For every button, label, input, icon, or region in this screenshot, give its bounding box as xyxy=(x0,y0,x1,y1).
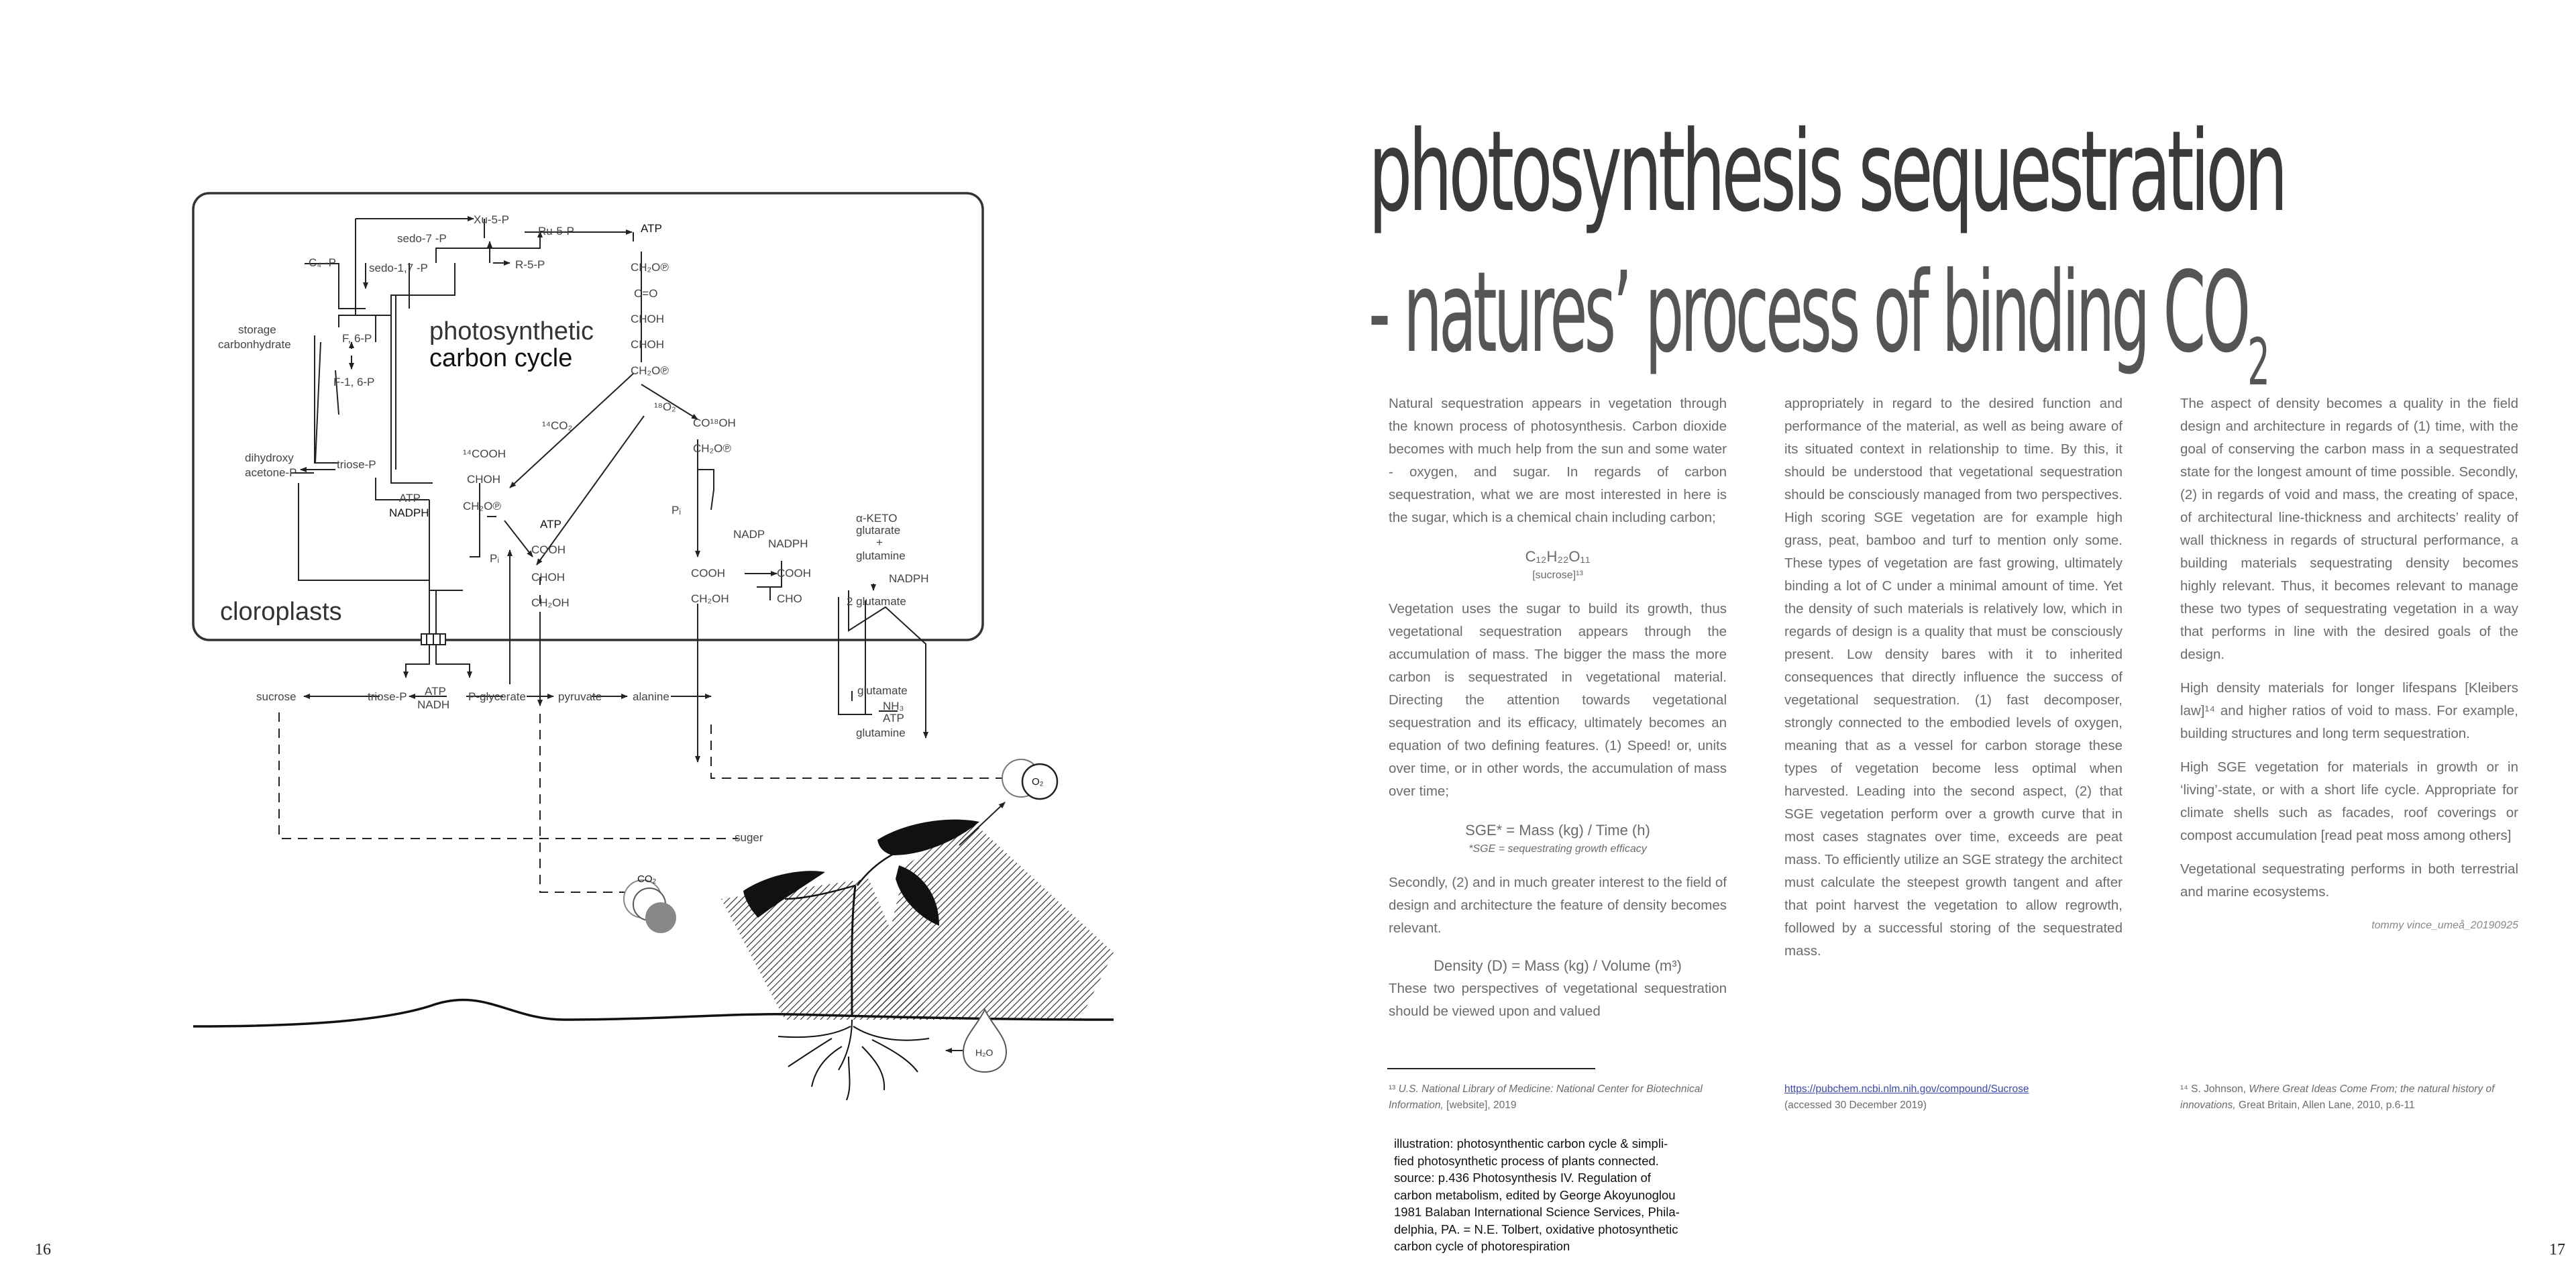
col3-paragraph-2: High density materials for longer lifespans [Kleibers law]¹⁴ and higher ratios of void to mass. For example, building structures and long term sequestration. xyxy=(2180,680,2518,741)
label-r5p: R-5-P xyxy=(515,258,545,271)
caption-line: fied photosynthetic process of plants connected. xyxy=(1394,1153,1659,1168)
formula-sge xyxy=(1389,819,1727,857)
caption-line: delphia, PA. = N.E. Tolbert, oxidative photosynthetic xyxy=(1394,1222,1678,1236)
label-nadph-left: NADPH xyxy=(389,506,429,519)
formula-sucrose-note: [sucrose]¹³ xyxy=(1532,570,1583,581)
footnote-14-rest: Great Britain, Allen Lane, 2010, p.6-11 xyxy=(2239,1099,2415,1111)
text-column-2 xyxy=(1784,392,2123,963)
formula-sge-main: SGE* = Mass (kg) / Time (h) xyxy=(1465,822,1650,839)
label-co18oh: CO¹⁸OH xyxy=(693,417,736,429)
label-nadh-low: NADH xyxy=(417,698,450,711)
label-c4p: C₄ -P xyxy=(309,256,336,269)
label-xu5p: Xu-5-P xyxy=(474,213,509,226)
text-column-3 xyxy=(2180,392,2518,937)
label-nadph-1: NADPH xyxy=(768,537,808,550)
label-alanine: alanine xyxy=(633,690,669,703)
footnote-url-block xyxy=(1784,1081,2133,1114)
label-co2-bubble: CO₂ xyxy=(637,873,657,885)
author-signature: tommy vince_umeå_20190925 xyxy=(2371,920,2518,931)
col3-paragraph-4: Vegetational sequestrating performs in both terrestrial and marine ecosystems. xyxy=(2180,861,2518,900)
box-label-cloroplasts: cloroplasts xyxy=(220,598,342,626)
caption-line: carbon metabolism, edited by George Akoyunoglou xyxy=(1394,1187,1676,1202)
caption-line: illustration: photosynthentic carbon cycle & simpli- xyxy=(1394,1136,1668,1150)
box-title-line1: photosynthetic xyxy=(429,317,594,345)
label-triosep-1: triose-P xyxy=(337,458,376,471)
label-triosep-2: triose-P xyxy=(368,690,407,703)
label-pi-2: Pᵢ xyxy=(672,504,682,517)
label-ch2op-4: CH₂O℗ xyxy=(693,442,731,455)
label-storage-1: storage xyxy=(238,323,276,336)
formula-density xyxy=(1389,955,1727,977)
label-pglycerate: P-glycerate xyxy=(468,690,526,703)
co2-bubble xyxy=(624,873,676,933)
label-choh-3: CHOH xyxy=(467,473,501,486)
label-sedo7p: sedo-7 -P xyxy=(397,232,447,245)
footnote-14-title: Where Great Ideas Come From; the natural history of innovations, xyxy=(2180,1083,2495,1111)
page-number-right: 17 xyxy=(2549,1241,2565,1258)
col3-paragraph-3: High SGE vegetation for materials in growth or in ‘living’-state, or with a short life cycle. Appropriate for climate shells such as facades, roof coverings or compost accumulation [read peat moss among others] xyxy=(2180,759,2518,843)
label-choh-2: CHOH xyxy=(631,338,665,351)
label-cooh-3: COOH xyxy=(691,567,725,580)
footnote-13-title: U.S. National Library of Medicine: National Center for Biotechnical Information, xyxy=(1389,1083,1703,1111)
label-dihydroxy-2: acetone-P xyxy=(245,466,297,479)
label-ch2oh-2: CH₂OH xyxy=(691,592,729,605)
formula-sge-note: *SGE = sequestrating growth efficacy xyxy=(1468,843,1647,855)
footnote-13-rest: [website], 2019 xyxy=(1446,1099,1517,1111)
label-atp-top: ATP xyxy=(641,222,662,235)
label-cooh-4: COOH xyxy=(777,567,811,580)
label-co2-14: ¹⁴CO₂ xyxy=(542,419,573,432)
col2-paragraph-1: appropriately in regard to the desired function and performance of the material, as well as being aware of its situated context in relationship to time. By this, it should be understood that vegetational sequestration should be consciously managed from two perspectives. High scoring SGE vegetation are for example high grass, peat, bamboo and turf to mention only some. These types of vegetation are fast growing, ultimately binding a lot of C under a minimal amount of time. Yet the density of such materials is relatively low, which in regards of design is a quality that must be consciously present. Low density bares with it to inherited consequences that directly influence the success of vegetational sequestration. (1) fast decomposer, strongly connected to the embodied levels of oxygen, meaning that as a vessel for carbon storage these types of vegetation become less optimal when harvested. Leading into the second aspect, (2) that SGE vegetation perform over a growth curve that in most cases stagnates over time, exceeds are peat mass. To efficiently utilize an SGE strategy the architect must calculate the steepest growth tangent and after that point harvest the vegetation to allow regrowth, followed by a successful storing of the sequestrated mass. xyxy=(1784,396,2123,959)
label-sedo17p: sedo-1,7 -P xyxy=(369,262,428,274)
label-atp-left: ATP xyxy=(399,492,421,504)
page-title-line1: photosynthesis sequestration xyxy=(1368,107,2285,237)
footnote-14-number: ¹⁴ xyxy=(2180,1083,2188,1095)
label-atp-low: ATP xyxy=(425,685,446,698)
formula-sucrose xyxy=(1389,545,1727,583)
label-ch2oh-1: CH₂OH xyxy=(531,596,570,609)
footnote-url-link[interactable]: https://pubchem.ncbi.nlm.nih.gov/compound/Sucrose xyxy=(1784,1083,2029,1095)
label-nadp-1: NADP xyxy=(733,528,765,541)
footnote-13-number: ¹³ xyxy=(1389,1083,1396,1095)
footnote-14 xyxy=(2180,1081,2529,1114)
col1-paragraph-1: Natural sequestration appears in vegetation through the known process of photosynthesis. Carbon dioxide becomes with much help from the sun and some water - oxygen, and sugar. In regards of carbon sequestration, what we are most interested in here is the sugar, which is a chemical chain including carbon; xyxy=(1389,396,1727,525)
text-column-1 xyxy=(1389,392,1727,1023)
diagram-labels xyxy=(218,213,929,844)
label-pi-1: Pᵢ xyxy=(490,552,500,565)
page-number-left: 16 xyxy=(35,1241,51,1258)
label-glutamate-1: glutamate xyxy=(857,684,908,697)
page-title-line2-main: - natures’ process of binding CO xyxy=(1368,248,2248,378)
footnote-rule xyxy=(1387,1068,1595,1069)
formula-sucrose-main: C₁₂H₂₂O₁₁ xyxy=(1525,548,1591,565)
label-o2-bubble: O₂ xyxy=(1032,776,1044,788)
label-nh3: NH₃ xyxy=(883,700,904,712)
label-h2o: H₂O xyxy=(975,1047,994,1058)
label-pyruvate: pyruvate xyxy=(558,690,602,703)
label-co: C=O xyxy=(634,287,658,300)
label-keto-1: α-KETO xyxy=(856,512,898,525)
label-dihydroxy-1: dihydroxy xyxy=(245,451,294,464)
footnote-14-author: S. Johnson, xyxy=(2191,1083,2246,1095)
label-glutamine-2: glutamine xyxy=(856,727,906,739)
label-sucrose: sucrose xyxy=(256,690,297,703)
label-ch2op-3: CH₂O℗ xyxy=(463,500,501,513)
col1-paragraph-2: Vegetation uses the sugar to build its growth, thus vegetational sequestration appears through the accumulation of mass. The bigger the mass the more carbon is sequestrated in vegetational material. Directing the attention towards vegetational sequestration and its efficacy, ultimately becomes an equation of two defining features. (1) Speed! or, units over time, or in other words, the accumulation of mass over time; xyxy=(1389,601,1727,799)
label-choh-1: CHOH xyxy=(631,313,665,325)
label-nadph-2: NADPH xyxy=(889,572,929,585)
label-atp-mid: ATP xyxy=(540,518,561,531)
page-title-line2 xyxy=(1368,248,2270,400)
footnote-13 xyxy=(1389,1081,1724,1114)
label-f6p: F, 6-P xyxy=(342,332,372,345)
label-glutamine-1: glutamine xyxy=(856,549,906,562)
caption-line: carbon cycle of photorespiration xyxy=(1394,1239,1570,1253)
label-keto-2: glutarate xyxy=(856,524,901,537)
footnote-accessed: (accessed 30 December 2019) xyxy=(1784,1099,1927,1111)
col3-paragraph-1: The aspect of density becomes a quality in the field design and architecture in regards of (1) time, with the goal of conserving the carbon mass in a sequestrated state for the longest amount of time possible. Secondly, (2) in regards of void and mass, the creating of space, of architectural line-thickness and architects’ reality of wall thickness in regards of structural performance, a building materials sequestrating density becomes highly relevant. Thus, it becomes relevant to manage these two types of sequestrating vegetation in a way that performs in line with the desired goals of the design. xyxy=(2180,396,2518,662)
label-cooh-2: COOH xyxy=(531,543,566,556)
page-title-line2-subscript: 2 xyxy=(2247,325,2270,400)
label-ch2op-1: CH₂O℗ xyxy=(631,261,669,274)
box-title-line2: carbon cycle xyxy=(429,344,573,372)
label-plus: + xyxy=(876,536,883,549)
caption-line: 1981 Balaban International Science Services, Phila- xyxy=(1394,1205,1680,1219)
col1-paragraph-3: Secondly, (2) and in much greater interest to the field of design and architecture the feature of density becomes relevant. xyxy=(1389,875,1727,936)
label-atp-right: ATP xyxy=(883,712,904,724)
label-f16p: F-1, 6-P xyxy=(333,376,375,388)
caption-line: source: p.436 Photosynthesis IV. Regulation of xyxy=(1394,1171,1651,1185)
label-cooh-14: ¹⁴COOH xyxy=(463,447,506,460)
label-glutamate-2: 2 glutamate xyxy=(847,595,906,608)
label-suger: suger xyxy=(735,831,763,844)
label-choh-4: CHOH xyxy=(531,571,566,584)
col1-paragraph-4: These two perspectives of vegetational sequestration should be viewed upon and valued xyxy=(1389,981,1727,1019)
label-ch2op-2: CH₂O℗ xyxy=(631,364,669,377)
formula-density-main: Density (D) = Mass (kg) / Volume (m³) xyxy=(1434,957,1682,974)
label-ru5p: Ru-5-P xyxy=(538,225,574,237)
illustration-caption xyxy=(1394,1135,1709,1255)
label-cho: CHO xyxy=(777,592,802,605)
plant-illustration xyxy=(193,759,1114,1100)
label-storage-2: carbonhydrate xyxy=(218,338,291,351)
label-o2-18: ¹⁸O₂ xyxy=(654,400,676,413)
o2-bubble xyxy=(1002,759,1057,799)
